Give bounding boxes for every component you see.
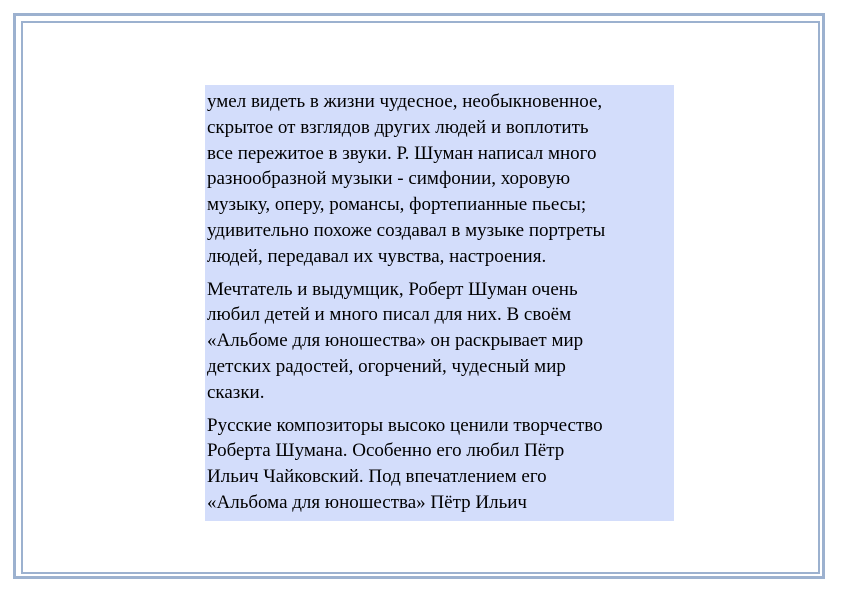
- text-line: все пережитое в звуки. Р. Шуман написал много: [207, 142, 597, 164]
- text-line: «Альбома для юношества» Пётр Ильич: [207, 491, 527, 513]
- text-line: Мечтатель и выдумщик, Роберт Шуман очень: [207, 278, 578, 300]
- text-line: Русские композиторы высоко ценили творчество: [207, 414, 603, 436]
- text-line: умел видеть в жизни чудесное, необыкновенное,: [207, 91, 603, 112]
- paragraph-2: [207, 277, 674, 406]
- text-block: [205, 85, 674, 521]
- text-line: Ильич Чайковский. Под впечатлением его: [207, 466, 547, 488]
- text-line: удивительно похоже создавал в музыке портреты: [207, 219, 606, 241]
- text-line: сказки.: [207, 381, 265, 403]
- text-line: музыку, оперу, романсы, фортепианные пьесы;: [207, 194, 587, 216]
- text-line: разнообразной музыки - симфонии, хоровую: [207, 168, 571, 190]
- text-line: людей, передавал их чувства, настроения.: [207, 245, 547, 267]
- text-line: Роберта Шумана. Особенно его любил Пётр: [207, 440, 565, 462]
- text-line: детских радостей, огорчений, чудесный мир: [207, 355, 566, 377]
- paragraph-1: [207, 89, 674, 270]
- paragraph-3: [207, 413, 674, 516]
- text-line: «Альбоме для юношества» он раскрывает мир: [207, 330, 584, 352]
- text-line: скрытое от взглядов других людей и воплотить: [207, 116, 589, 138]
- text-line: любил детей и много писал для них. В своём: [207, 304, 572, 326]
